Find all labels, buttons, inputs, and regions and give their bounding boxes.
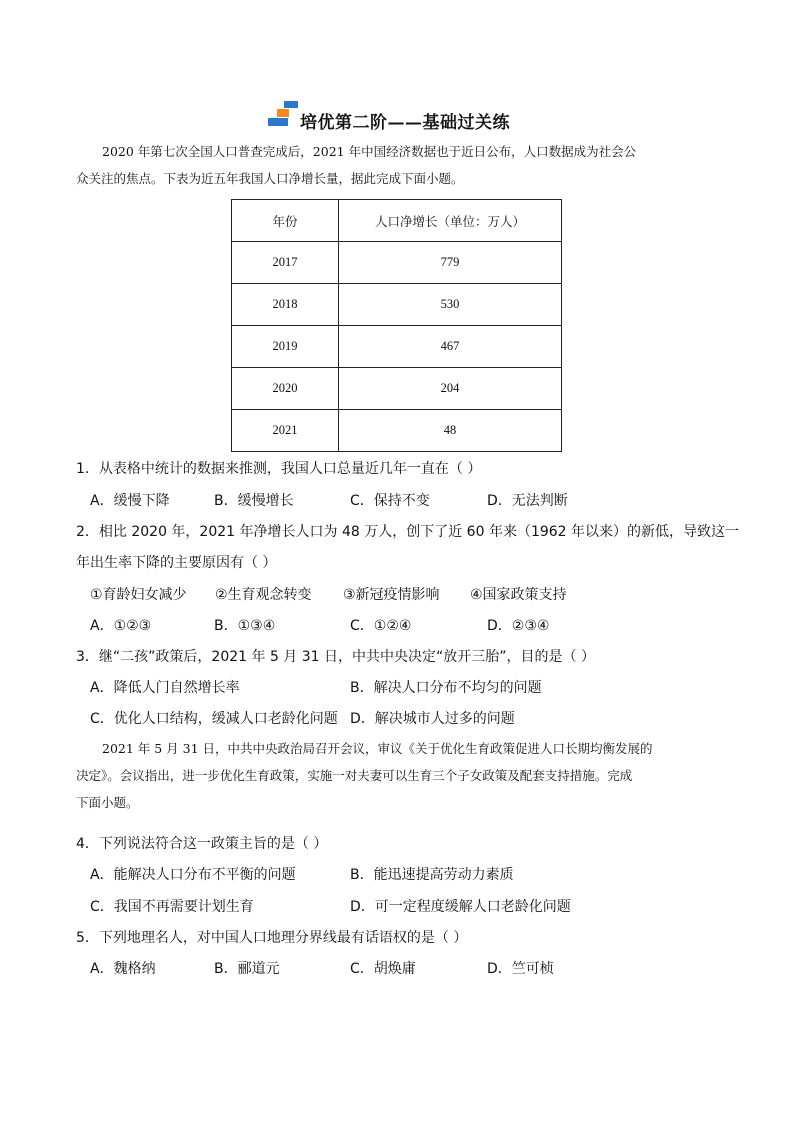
question-4-stem: 4．下列说法符合这一政策主旨的是（ ） [76,836,328,852]
q1-option-b[interactable]: B．缓慢增长 [214,493,294,509]
q4-option-a[interactable]: A．能解决人口分布不平衡的问题 [90,867,296,883]
q5-option-b[interactable]: B．郦道元 [214,961,280,977]
q3-option-c[interactable]: C．优化人口结构，缓减人口老龄化问题 [90,711,338,727]
table-cell-year: 2020 [232,368,339,410]
question-2-stem-line2: 年出生率下降的主要原因有（ ） [76,555,277,571]
table-cell-year: 2017 [232,242,339,284]
q5-option-a[interactable]: A．魏格纳 [90,961,156,977]
table-cell-value: 530 [339,284,562,326]
q3-option-d[interactable]: D．解决城市人过多的问题 [350,711,515,727]
question-5-stem: 5．下列地理名人，对中国人口地理分界线最有话语权的是（ ） [76,930,468,946]
table-header-year: 年份 [232,200,339,242]
intro1-line1: 2020 年第七次全国人口普查完成后，2021 年中国经济数据也于近日公布，人口数据成为社会公 [102,144,637,159]
q5-option-c[interactable]: C．胡焕庸 [350,961,416,977]
q5-option-d[interactable]: D．竺可桢 [487,961,554,977]
table-cell-year: 2021 [232,410,339,452]
intro-paragraph-2 [76,735,724,816]
intro2-line2: 决定》。会议指出，进一步优化生育政策，实施一对夫妻可以生育三个子女政策及配套支持措施。完成 [76,768,633,783]
question-3-stem: 3．继“二孩”政策后，2021 年 5 月 31 日，中共中央决定“放开三胎”，目的是（ ） [76,649,595,665]
table-row [232,284,562,326]
section-logo-icon [268,101,302,127]
intro2-line1: 2021 年 5 月 31 日，中共中央政治局召开会议，审议《关于优化生育政策促进人口长期均衡发展的 [102,741,653,756]
q2-option-c[interactable]: C．①②④ [350,618,412,634]
table-row [232,368,562,410]
table-row [232,410,562,452]
table-cell-value: 779 [339,242,562,284]
table-cell-year: 2018 [232,284,339,326]
q4-option-d[interactable]: D．可一定程度缓解人口老龄化问题 [350,899,571,915]
q1-option-a[interactable]: A．缓慢下降 [90,493,170,509]
q2-option-a[interactable]: A．①②③ [90,618,152,634]
q3-option-b[interactable]: B．解决人口分布不均匀的问题 [350,680,542,696]
q2-item-2: ②生育观念转变 [215,587,312,603]
table-cell-year: 2019 [232,326,339,368]
population-table [231,199,562,452]
table-cell-value: 204 [339,368,562,410]
q2-item-1: ①育龄妇女减少 [90,587,187,603]
question-1-stem: 1．从表格中统计的数据来推测，我国人口总量近几年一直在（ ） [76,461,482,477]
question-2-stem-line1: 2．相比 2020 年，2021 年净增长人口为 48 万人，创下了近 60 年来（1962 年以来）的新低，导致这一 [76,524,740,540]
intro-paragraph-1 [76,138,724,192]
table-header-growth: 人口净增长（单位：万人） [339,200,562,242]
q2-option-d[interactable]: D．②③④ [487,618,550,634]
q2-item-3: ③新冠疫情影响 [343,587,440,603]
intro2-line3: 下面小题。 [76,795,139,810]
intro1-line2: 众关注的焦点。下表为近五年我国人口净增长量，据此完成下面小题。 [76,171,464,186]
q3-option-a[interactable]: A．降低人门自然增长率 [90,680,240,696]
q4-option-b[interactable]: B．能迅速提高劳动力素质 [350,867,514,883]
page-title: 培优第二阶——基础过关练 [300,113,510,133]
q1-option-d[interactable]: D．无法判断 [487,493,568,509]
table-header-row [232,200,562,242]
q2-item-4: ④国家政策支持 [470,587,567,603]
table-row [232,326,562,368]
q1-option-c[interactable]: C．保持不变 [350,493,430,509]
q2-option-b[interactable]: B．①③④ [214,618,276,634]
table-cell-value: 48 [339,410,562,452]
q4-option-c[interactable]: C．我国不再需要计划生育 [90,899,254,915]
table-row [232,242,562,284]
table-cell-value: 467 [339,326,562,368]
